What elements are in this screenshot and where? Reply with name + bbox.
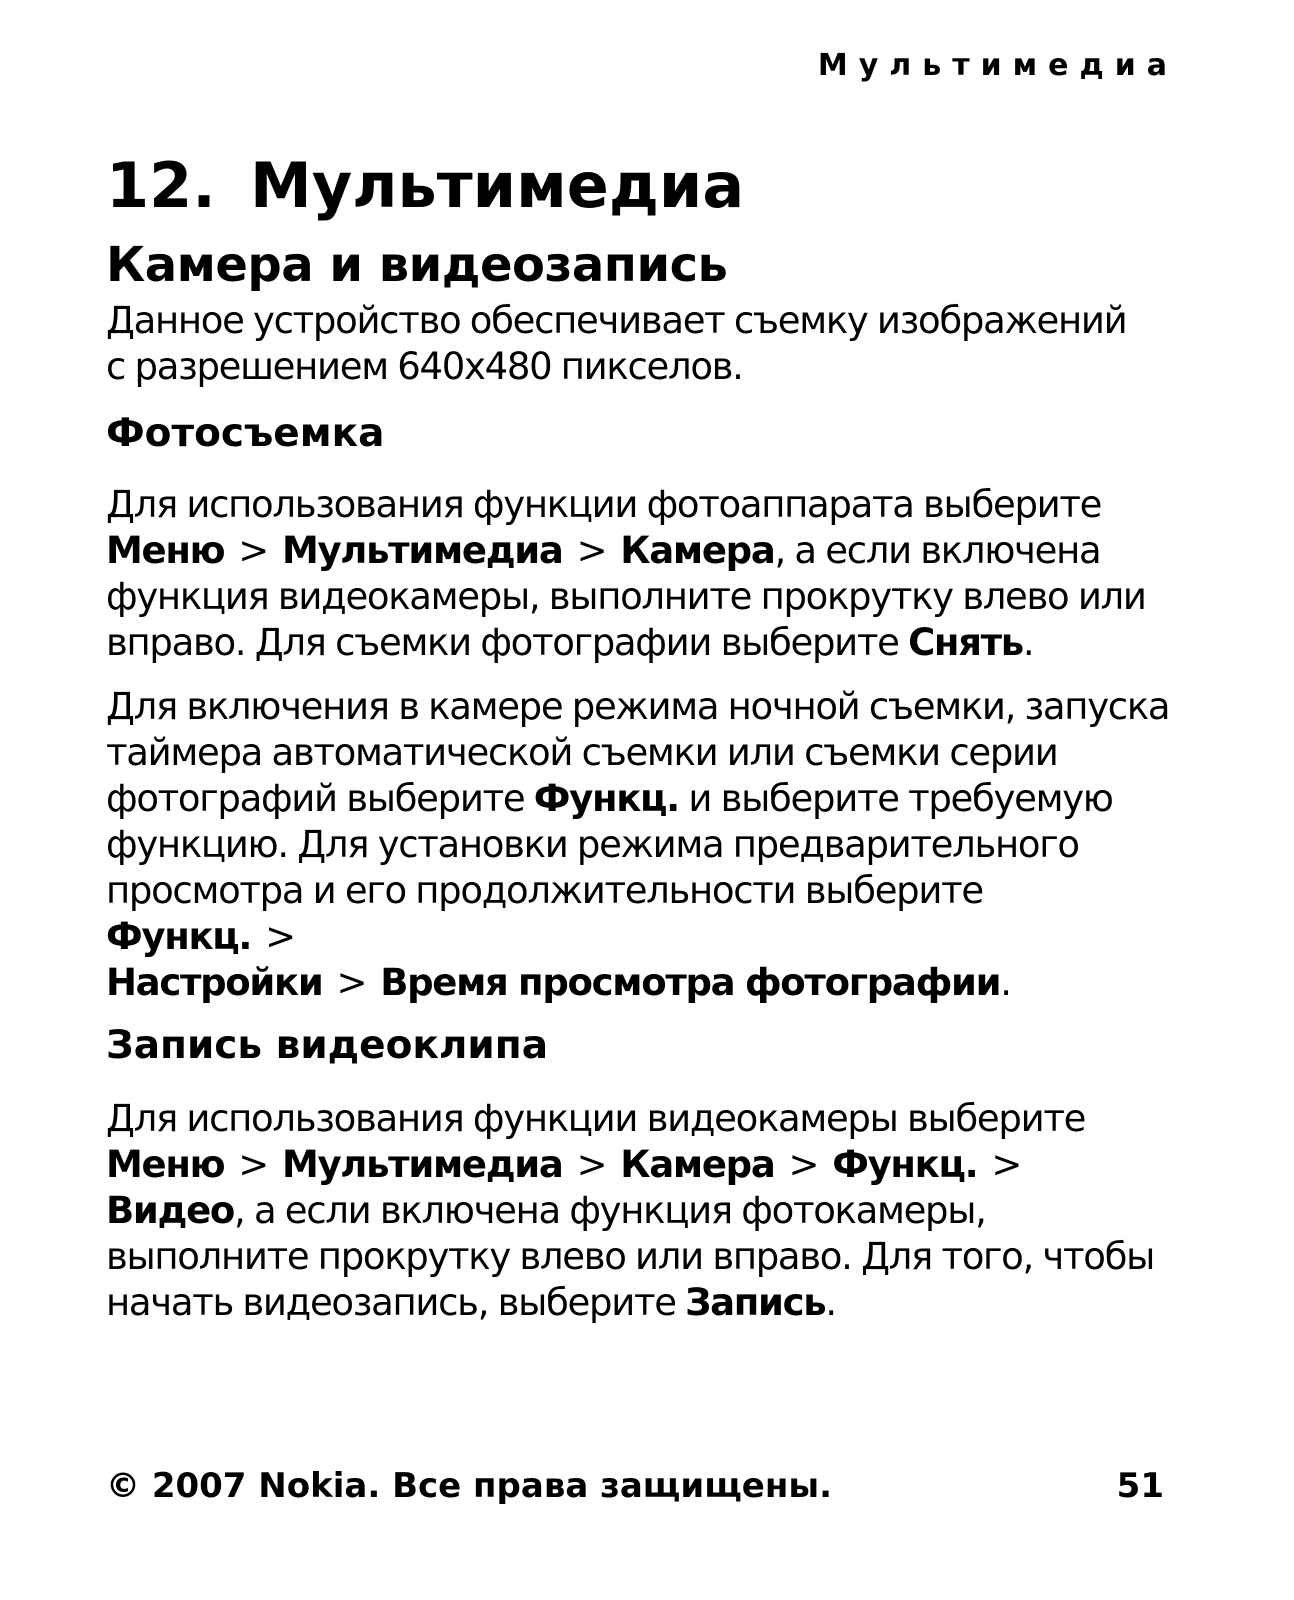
menu-path-item: Камера (620, 529, 775, 572)
command-label: Функц. (533, 777, 679, 820)
section-intro (106, 298, 1186, 390)
copyright-notice: © 2007 Nokia. Все права защищены. (106, 1466, 833, 1506)
separator: > (576, 529, 607, 572)
text: Для использования функции фотоаппарата выберите (106, 483, 1102, 526)
subsection-title-photo: Фотосъемка (106, 411, 385, 456)
menu-path-item: Мультимедиа (281, 1143, 563, 1186)
menu-path-item: Настройки (106, 961, 323, 1004)
separator: > (238, 1143, 268, 1186)
page-number: 51 (1116, 1466, 1164, 1506)
menu-path-item: Видео (106, 1189, 235, 1232)
chapter-number: 12. (106, 149, 216, 222)
separator: > (265, 915, 295, 958)
photo-paragraph-1 (106, 482, 1186, 666)
intro-line-1: Данное устройство обеспечивает съемку изображений (106, 299, 1127, 342)
separator: > (788, 1143, 819, 1186)
command-label: Запись (685, 1281, 826, 1324)
video-paragraph-1 (106, 1096, 1186, 1326)
separator: > (336, 961, 367, 1004)
text: . (1000, 961, 1011, 1004)
menu-path-item: Камера (620, 1143, 775, 1186)
separator: > (238, 529, 268, 572)
intro-line-2: с разрешением 640x480 пикселов. (106, 345, 743, 388)
running-header: Мультимедиа (817, 48, 1178, 83)
menu-path-item: Меню (106, 529, 225, 572)
section-title: Камера и видеозапись (106, 237, 728, 293)
text: , а если включена функция видеокамеры, выполните прокрутку влево или вправо. Для съемки фотографии выберите (106, 529, 1146, 664)
chapter-name: Мультимедиа (250, 149, 745, 222)
subsection-title-video: Запись видеоклипа (106, 1023, 549, 1068)
text: . (1022, 621, 1034, 664)
separator: > (576, 1143, 607, 1186)
chapter-title (106, 140, 1186, 232)
separator: > (991, 1143, 1022, 1186)
photo-paragraph-2 (106, 684, 1186, 1006)
menu-path-item: Мультимедиа (281, 529, 563, 572)
command-label: Снять (908, 621, 1023, 664)
menu-path-item: Меню (106, 1143, 225, 1186)
text: . (825, 1281, 836, 1324)
menu-path-item: Функц. (832, 1143, 978, 1186)
menu-path-item: Функц. (106, 915, 252, 958)
text: Для включения в камере режима ночной съемки, запуска таймера автоматической съемки или съемки серии фотографий выберите (106, 685, 1170, 820)
page-footer (106, 1466, 1164, 1506)
text: и выберите требуемую функцию. Для установки режима предварительного просмотра и его продолжительности выберите (106, 777, 1113, 912)
page-content (106, 140, 1186, 1326)
text: Для использования функции видеокамеры выберите (106, 1097, 1086, 1140)
text: , а если включена функция фотокамеры, выполните прокрутку влево или вправо. Для того, чтобы начать видеозапись, выберите (106, 1189, 1155, 1324)
menu-path-item: Время просмотра фотографии (380, 961, 1001, 1004)
